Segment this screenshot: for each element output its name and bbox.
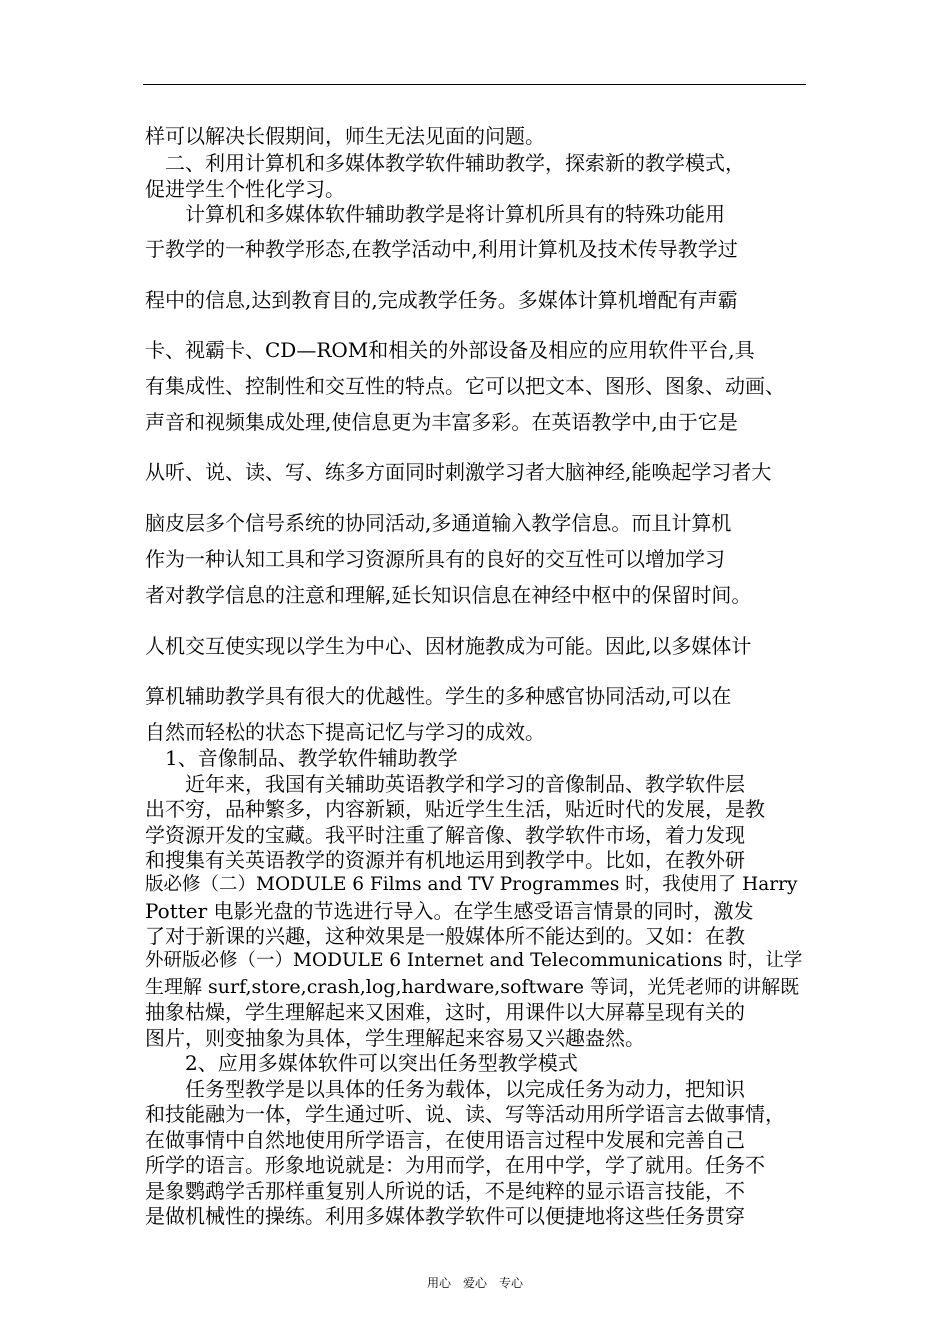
text-line: Potter 电影光盘的节选进行导入。在学生感受语言情景的同时，激发	[145, 899, 754, 923]
text-line: 图片，则变抽象为具体，学生理解起来容易又兴趣盎然。	[145, 1026, 645, 1050]
text-line: 出不穷，品种繁多，内容新颖，贴近学生生活，贴近时代的发展，是教	[145, 797, 765, 821]
text-line: 近年来，我国有关辅助英语教学和学习的音像制品、教学软件层	[145, 772, 745, 796]
header-rule	[143, 84, 806, 85]
section-heading: 促进学生个性化学习。	[145, 177, 345, 201]
text-line: 版必修（二）MODULE 6 Films and TV Programmes 时，我使用了 Harry	[145, 874, 798, 895]
text-line: 了对于新课的兴趣，这种效果是一般媒体所不能达到的。又如：在教	[145, 924, 745, 948]
text-line: 自然而轻松的状态下提高记忆与学习的成效。	[145, 720, 545, 744]
text-line: 是做机械性的操练。利用多媒体教学软件可以便捷地将这些任务贯穿	[145, 1204, 745, 1228]
text-line: 和搜集有关英语教学的资源并有机地运用到教学中。比如，在教外研	[145, 848, 745, 872]
text-line: 算机辅助教学具有很大的优越性。学生的多种感官协同活动,可以在	[145, 684, 732, 708]
text-line: 样可以解决长假期间，师生无法见面的问题。	[145, 124, 545, 148]
text-line: 人机交互使实现以学生为中心、因材施教成为可能。因此,以多媒体计	[145, 634, 752, 658]
text-line: 所学的语言。形象地说就是：为用而学，在用中学，学了就用。任务不	[145, 1153, 765, 1177]
subheading: 1、音像制品、教学软件辅助教学	[145, 746, 458, 770]
text-line: 生理解 surf,store,crash,log,hardware,software 等词，光凭老师的讲解既	[145, 976, 800, 998]
text-line: 外研版必修（一）MODULE 6 Internet and Telecommunications 时，让学	[145, 950, 803, 971]
text-line: 在做事情中自然地使用所学语言，在使用语言过程中发展和完善自己	[145, 1128, 745, 1152]
text-line: 抽象枯燥，学生理解起来又困难，这时，用课件以大屏幕呈现有关的	[145, 1000, 745, 1024]
text-line: 学资源开发的宝藏。我平时注重了解音像、教学软件市场，着力发现	[145, 823, 745, 847]
text-line: 任务型教学是以具体的任务为载体，以完成任务为动力，把知识	[145, 1077, 745, 1101]
page-footer: 用心 爱心 专心	[426, 1276, 523, 1290]
text-line: 计算机和多媒体软件辅助教学是将计算机所具有的特殊功能用	[145, 202, 725, 226]
text-line: 有集成性、控制性和交互性的特点。它可以把文本、图形、图象、动画、	[145, 374, 785, 398]
subheading: 2、应用多媒体软件可以突出任务型教学模式	[145, 1051, 578, 1075]
text-line: 声音和视频集成处理,使信息更为丰富多彩。在英语教学中,由于它是	[145, 410, 738, 434]
text-line: 从听、说、读、写、练多方面同时刺激学习者大脑神经,能唤起学习者大	[145, 460, 772, 484]
text-line: 作为一种认知工具和学习资源所具有的良好的交互性可以增加学习	[145, 547, 725, 571]
text-line: 程中的信息,达到教育目的,完成教学任务。多媒体计算机增配有声霸	[145, 288, 738, 312]
section-heading: 二、利用计算机和多媒体教学软件辅助教学，探索新的教学模式，	[145, 151, 745, 175]
text-line: 脑皮层多个信号系统的协同活动,多通道输入教学信息。而且计算机	[145, 511, 732, 535]
text-line: 和技能融为一体，学生通过听、说、读、写等活动用所学语言去做事情，	[145, 1102, 785, 1126]
text-line: 卡、视霸卡、CD—ROM和相关的外部设备及相应的应用软件平台,具	[145, 338, 755, 362]
text-line: 是象鹦鹉学舌那样重复别人所说的话，不是纯粹的显示语言技能，不	[145, 1179, 745, 1203]
text-line: 于教学的一种教学形态,在教学活动中,利用计算机及技术传导教学过	[145, 237, 738, 261]
text-line: 者对教学信息的注意和理解,延长知识信息在神经中枢中的保留时间。	[145, 583, 752, 607]
